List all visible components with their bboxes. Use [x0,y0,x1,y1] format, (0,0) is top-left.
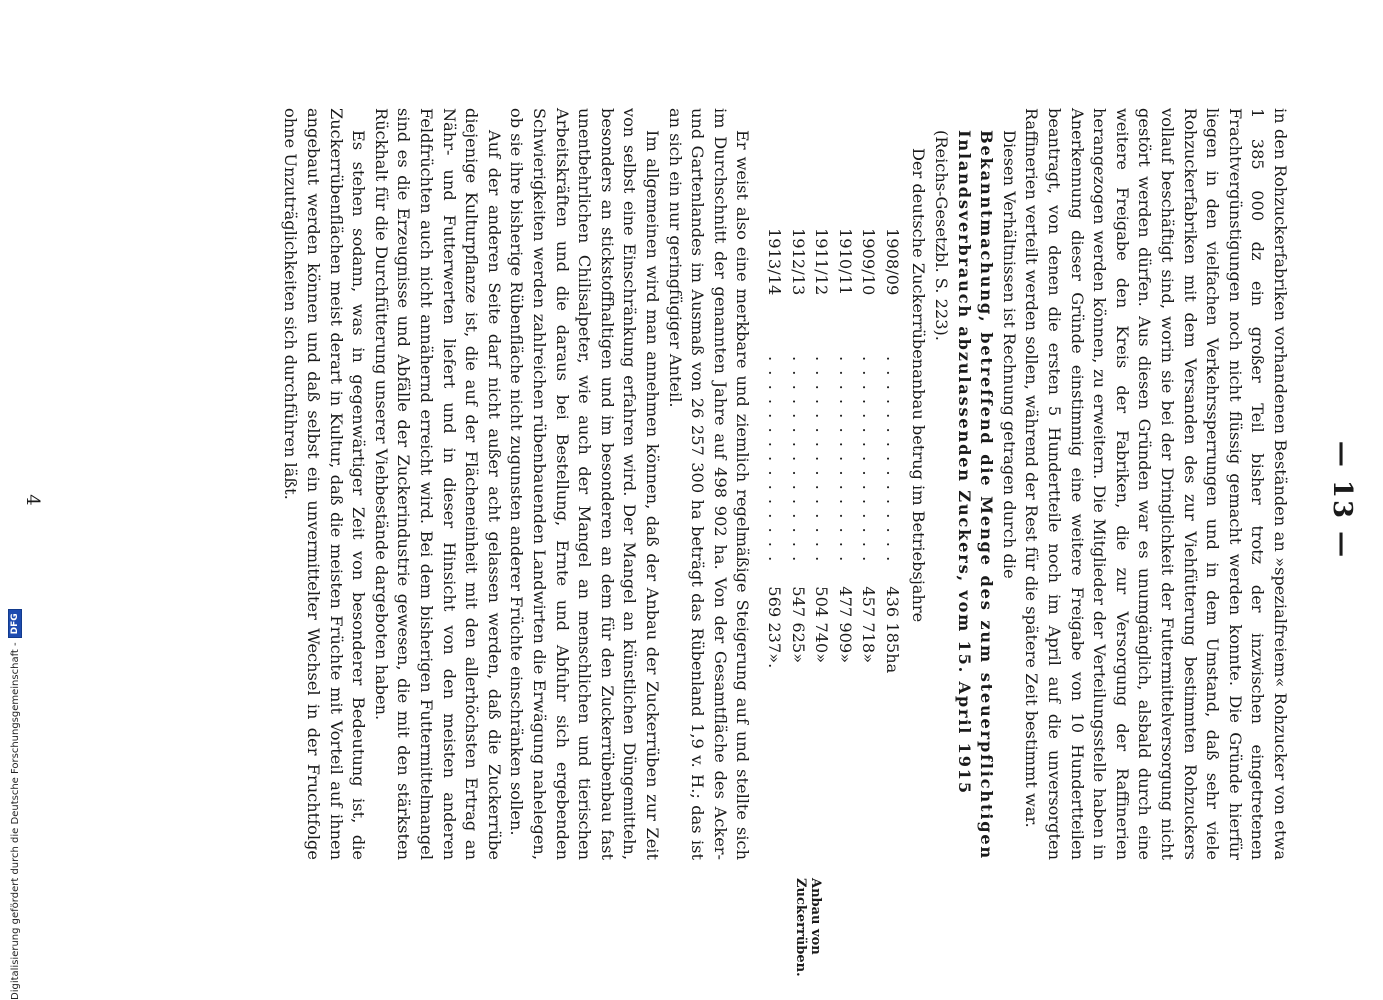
paragraph-bottom-1: Er weist also eine merkbare und ziemlich regelmäßige Steigerung auf und stellte sich im Durchschnitt der genannten Jahre auf 498 902 ha. Von der Gesamtfläche des Acker- und Gartenlandes im Ausmaß von 26 257 300 ha beträgt das Rübenland 1,9 v. H.; das ist an sich ein nur geringfügiger Anteil. [665,108,753,860]
table-row [856,228,880,693]
row-leader-dots: . . . . . . . . . . . . . . . [835,356,855,564]
row-unit: » [835,653,855,664]
dfg-logo-icon: DFG [8,609,22,638]
table-row [785,228,809,693]
row-unit: » [812,653,832,664]
decree-title: Bekanntmachung, betreffend die Menge des zum steuerpflichtigen Inlandsverbrauch abzulassenden Zuckers, vom 15. April 1915 [954,130,997,860]
margin-note: Anbau von Zuckerrüben. [793,878,823,977]
row-leader-dots: . . . . . . . . . . . . . . . [812,356,832,564]
row-leader-dots: . . . . . . . . . . . . . . . [859,356,879,564]
paragraph-bottom-4: Es stehen sodann, was in gegenwärtiger Zeit von besonderer Bedeutung ist, die Zuckerrübenflächen meist derart in Kultur, daß die meisten Früchte mit Vorteil auf ihnen angebaut werden können und daß selbst ein unvermittelter Wechsel in der Fruchtfolge ohne Unzuträglichkeiten sich durchführen läßt. [281,108,369,860]
row-year: 1911/12 [812,228,832,296]
page-number: — 13 — [1327,440,1357,560]
table-intro: Der deutsche Zuckerrübenanbau betrug im Betriebsjahre [909,148,929,623]
cultivation-table [761,228,903,693]
page-body [279,108,1291,860]
row-unit: » [788,653,808,664]
table-row [809,228,833,693]
row-year: 1912/13 [788,228,808,296]
sheet-number: 4 [22,494,43,506]
table-row [761,228,785,693]
table-row [879,228,903,693]
row-value: 477 909 [835,586,855,654]
row-unit: » [859,653,879,664]
row-value: 504 740 [812,586,832,654]
row-leader-dots: . . . . . . . . . . . . . . . [764,356,784,564]
row-value: 547 625 [788,586,808,654]
paragraph-bottom-2: Im allgemeinen wird man annehmen können, daß der Anbau der Zuckerrüben zur Zeit von selbst eine Einschränkung erfahren wird. Der Mangel an künstlichen Düngemitteln, besonders an stickstoffhaltigen und im besonderen an dem für den Zuckerrübenbau fast unentbehrlichen Chilisalpeter, wie auch der Mangel an menschlichen und tierischen Arbeitskräften und die daraus bei Bestellung, Ernte und Abfuhr sich ergebenden Schwierigkeiten werden zahlreichen rübenbauenden Landwirten die Erwägung nahelegen, ob sie ihre bisherige Rübenfläche nicht zugunsten anderer Früchte einschränken sollen. [507,108,662,860]
decree-source: (Reichs-Gesetzbl. S. 223). [932,130,952,341]
row-value: 436 185 [882,586,902,654]
row-value: 457 718 [859,586,879,654]
row-year: 1908/09 [882,228,902,296]
row-year: 1910/11 [835,228,855,296]
row-value: 569 237 [764,586,784,654]
row-leader-dots: . . . . . . . . . . . . . . . [882,356,902,564]
paragraph-top-2: Diesen Verhältnissen ist Rechnung getragen durch die [999,130,1019,579]
row-leader-dots: . . . . . . . . . . . . . . . [788,356,808,564]
row-unit: ha [882,653,902,674]
row-unit: ». [764,653,784,669]
paragraph-bottom-3: Auf der anderen Seite darf nicht außer acht gelassen werden, daß die Zuckerrübe diejenige Kulturpflanze ist, die auf der Flächeneinheit mit den allerhöchsten Ertrag an Nähr- und Futterwerten liefert und in dieser Hinsicht von den meisten anderen Feldfrüchten auch nicht annähernd erreicht wird. Bei dem bisherigen Futtermittelmangel sind es die Erzeugnisse und Abfälle der Zuckerindustrie gewesen, die mit den stärksten Rückhalt für die Durchfütterung unserer Viehbestände dargeboten haben. [371,108,504,860]
row-year: 1909/10 [859,228,879,296]
stamp-text: Digitalisierung gefördert durch die Deutsche Forschungsgemeinschaft - [9,642,21,1000]
row-year: 1913/14 [764,228,784,296]
table-row [832,228,856,693]
paragraph-top-1: in den Rohzuckerfabriken vorhandenen Beständen an »spezialfreiem« Rohzucker von etwa 1 385 000 dz ein großer Teil bisher trotz der inzwischen eingetretenen Frachtvergünstigungen noch nicht flüssig gemacht werden konnte. Die Gründe hierfür liegen in den vielfachen Verkehrssperrungen und in dem Umstand, daß sehr viele Rohzuckerfabriken mit dem Versanden des zur Viehfütterung bestimmten Rohzuckers vollauf beschäftigt sind, worin sie bei der Dringlichkeit der Futtermittelversorgung nicht gestört werden dürfen. Aus diesen Gründen war es unumgänglich, alsbald durch eine weitere Freigabe den Kreis der Fabriken, die zur Versorgung der Raffinerien herangezogen werden können, zu erweitern. Die Mitglieder der Verteilungsstelle haben in Anerkennung dieser Gründe einstimmig eine weitere Freigabe von 10 Hundertteilen beantragt, von denen die ersten 5 Hundertteile noch im April auf die unversorgten Raffinerien verteilt werden sollen, während der Rest für die spätere Zeit bestimmt war. [1022,108,1290,860]
